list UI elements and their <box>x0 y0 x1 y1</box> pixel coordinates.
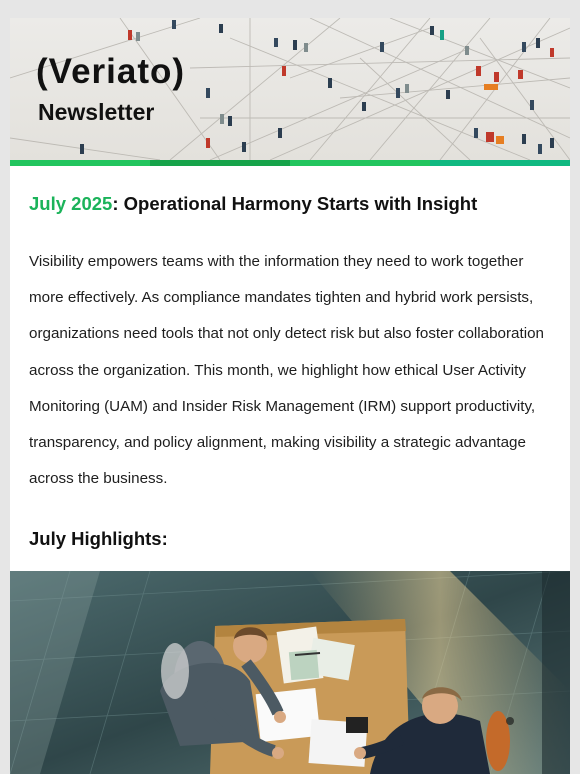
intro-paragraph: Visibility empowers teams with the information they need to work together more effectively. As compliance mandates tighten and hybrid work persists, organizations need tools that not only detect risk but also foster collaboration across the organization. This month, we highlight how ethical User Activity Monitoring (UAM) and Insider Risk Management (IRM) support productivity, transparency, and policy alignment, making visibility a strategic advantage across the business. <box>29 253 544 488</box>
accent-bar-segment <box>150 160 290 166</box>
newsletter-email <box>10 18 570 774</box>
article-content <box>10 192 570 551</box>
accent-bar-segment <box>430 160 570 166</box>
feature-image <box>10 571 570 774</box>
header-banner <box>10 18 570 160</box>
title-rest: : Operational Harmony Starts with Insight <box>112 193 478 214</box>
title-month: July 2025 <box>29 193 113 214</box>
accent-bar-segment <box>290 160 430 166</box>
logo-text: (Veriato) <box>36 52 186 91</box>
meeting-photo <box>10 571 570 774</box>
logo-subtitle: Newsletter <box>38 99 155 125</box>
accent-bar-segment <box>10 160 150 166</box>
article-title <box>29 192 550 216</box>
section-heading: July Highlights: <box>29 528 168 550</box>
accent-bar <box>10 160 570 166</box>
